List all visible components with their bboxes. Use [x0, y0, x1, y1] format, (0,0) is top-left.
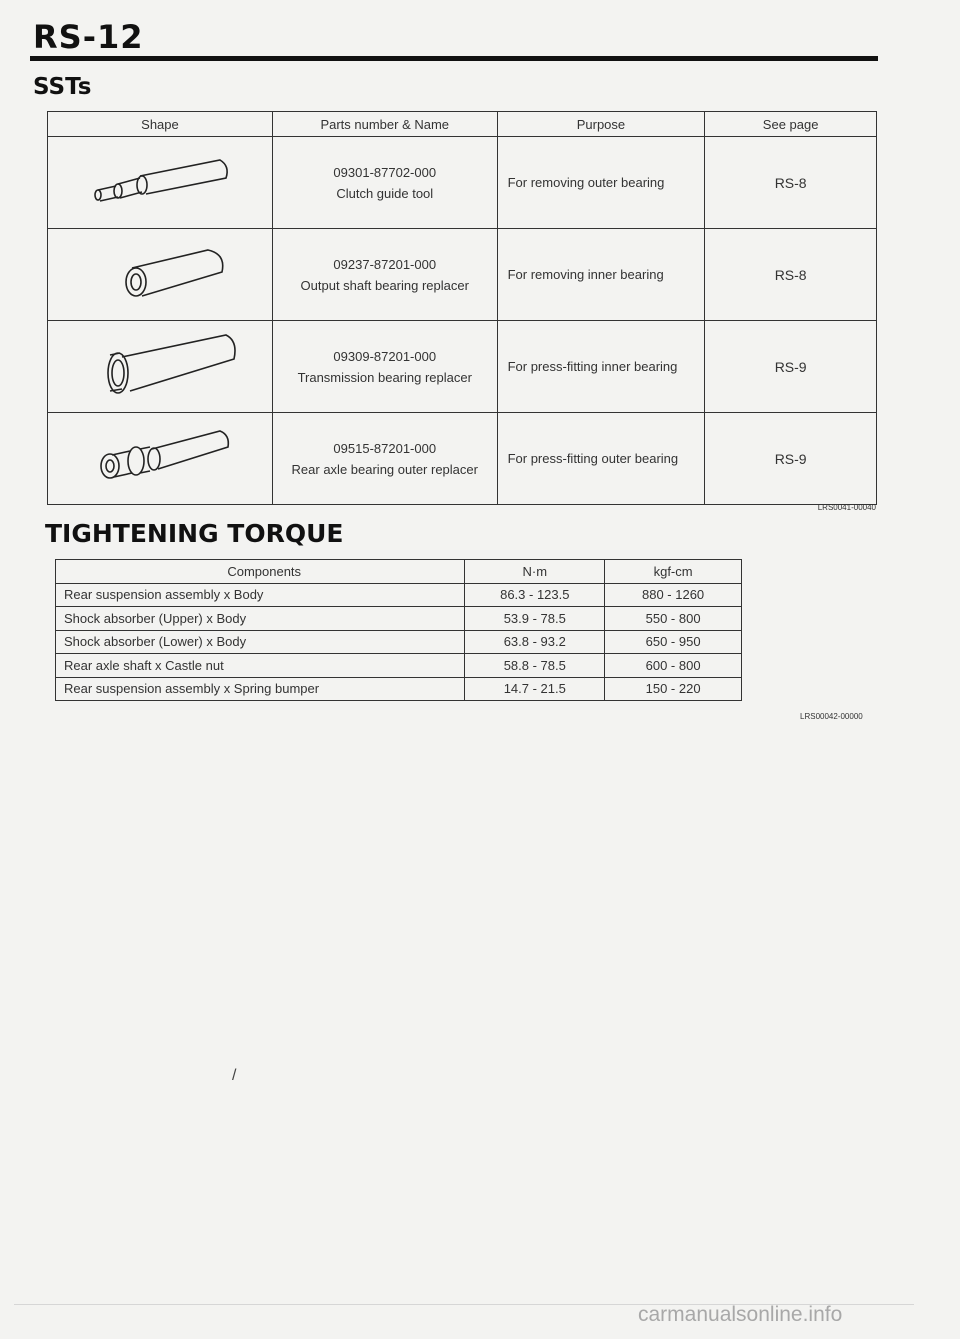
torque-kgf: 880 - 1260	[605, 583, 742, 607]
page-code: RS-12	[33, 18, 144, 56]
torque-row	[56, 677, 742, 701]
torque-row	[56, 583, 742, 607]
sst-shape-cell	[48, 321, 273, 413]
sst-figure-code: LRS0041-00040	[817, 503, 876, 512]
sst-purpose: For removing inner bearing	[497, 229, 705, 321]
sst-row	[48, 137, 877, 229]
torque-component: Rear suspension assembly x Body	[56, 583, 465, 607]
sst-row	[48, 321, 877, 413]
torque-component: Shock absorber (Upper) x Body	[56, 607, 465, 631]
torque-row	[56, 630, 742, 654]
torque-section-title: TIGHTENING TORQUE	[45, 519, 344, 548]
sst-shape-cell	[48, 229, 273, 321]
sst-see-page: RS-9	[705, 321, 877, 413]
sst-row	[48, 229, 877, 321]
torque-component: Shock absorber (Lower) x Body	[56, 630, 465, 654]
part-number: 09237-87201-000	[333, 256, 437, 272]
rear-axle-bearing-outer-replacer-icon	[70, 419, 250, 499]
sst-table	[47, 111, 877, 505]
clutch-guide-tool-icon	[80, 148, 240, 218]
part-number: 09515-87201-000	[333, 440, 437, 456]
sst-col-shape: Shape	[48, 112, 273, 137]
torque-component: Rear suspension assembly x Spring bumper	[56, 677, 465, 701]
sst-purpose: For press-fitting inner bearing	[497, 321, 705, 413]
sst-see-page: RS-8	[705, 229, 877, 321]
sst-row	[48, 413, 877, 505]
torque-nm: 14.7 - 21.5	[465, 677, 605, 701]
sst-col-purpose: Purpose	[497, 112, 705, 137]
sst-part-cell	[272, 321, 497, 413]
sst-shape-cell	[48, 413, 273, 505]
torque-kgf: 650 - 950	[605, 630, 742, 654]
sst-col-parts: Parts number & Name	[272, 112, 497, 137]
sst-purpose: For press-fitting outer bearing	[497, 413, 705, 505]
sst-see-page: RS-9	[705, 413, 877, 505]
torque-kgf: 150 - 220	[605, 677, 742, 701]
sst-shape-cell	[48, 137, 273, 229]
torque-col-kgf: kgf-cm	[605, 560, 742, 584]
torque-table	[55, 559, 742, 701]
torque-nm: 86.3 - 123.5	[465, 583, 605, 607]
part-number: 09309-87201-000	[333, 348, 437, 364]
torque-col-components: Components	[56, 560, 465, 584]
sst-part-cell	[272, 229, 497, 321]
header-rule	[30, 56, 878, 61]
page-header	[30, 14, 878, 66]
torque-figure-code: LRS00042-00000	[800, 712, 863, 721]
part-name: Output shaft bearing replacer	[300, 277, 469, 293]
torque-row	[56, 654, 742, 678]
torque-nm: 63.8 - 93.2	[465, 630, 605, 654]
output-shaft-bearing-replacer-icon	[80, 240, 240, 310]
torque-kgf: 600 - 800	[605, 654, 742, 678]
torque-component: Rear axle shaft x Castle nut	[56, 654, 465, 678]
sst-see-page: RS-8	[705, 137, 877, 229]
part-name: Rear axle bearing outer replacer	[291, 461, 478, 477]
torque-col-nm: N·m	[465, 560, 605, 584]
sst-section-title: SSTs	[33, 74, 92, 100]
sst-header-row	[48, 112, 877, 137]
sst-purpose: For removing outer bearing	[497, 137, 705, 229]
torque-header-row	[56, 560, 742, 584]
part-number: 09301-87702-000	[333, 164, 437, 180]
sst-part-cell	[272, 137, 497, 229]
part-name: Transmission bearing replacer	[297, 369, 472, 385]
stray-mark: /	[232, 1067, 237, 1084]
transmission-bearing-replacer-icon	[70, 327, 250, 407]
torque-nm: 53.9 - 78.5	[465, 607, 605, 631]
torque-nm: 58.8 - 78.5	[465, 654, 605, 678]
part-name: Clutch guide tool	[336, 185, 434, 201]
watermark: carmanualsonline.info	[638, 1303, 843, 1326]
torque-row	[56, 607, 742, 631]
sst-col-see-page: See page	[705, 112, 877, 137]
torque-kgf: 550 - 800	[605, 607, 742, 631]
sst-part-cell	[272, 413, 497, 505]
